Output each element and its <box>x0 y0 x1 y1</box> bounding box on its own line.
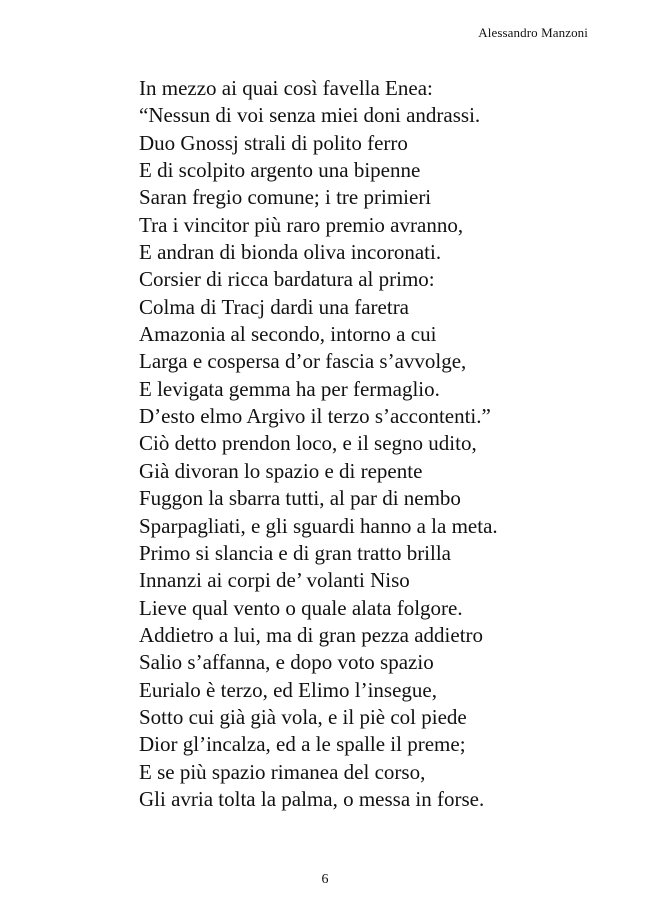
verse-line: E se più spazio rimanea del corso, <box>139 759 426 784</box>
verse-line: Corsier di ricca bardatura al primo: <box>139 267 435 292</box>
verse-line: Larga e cospersa d’or fascia s’avvolge, <box>139 349 467 374</box>
verse-line: Gli avria tolta la palma, o messa in forse. <box>139 786 485 811</box>
verse-line: Sotto cui già già vola, e il piè col piede <box>139 704 467 729</box>
verse-line: Ciò detto prendon loco, e il segno udito, <box>139 431 477 456</box>
verse-line: “Nessun di voi senza miei doni andrassi. <box>139 103 481 128</box>
verse-line: Primo si slancia e di gran tratto brilla <box>139 540 452 565</box>
verse-line: Colma di Tracj dardi una faretra <box>139 294 410 319</box>
verse-line: Salio s’affanna, e dopo voto spazio <box>139 650 434 675</box>
verse-line: E levigata gemma ha per fermaglio. <box>139 376 440 401</box>
verse-line: D’esto elmo Argivo il terzo s’accontenti.” <box>139 404 491 429</box>
verse-line: In mezzo ai quai così favella Enea: <box>139 76 433 100</box>
verse-line: Innanzi ai corpi de’ volanti Niso <box>139 568 410 593</box>
verse-line: E di scolpito argento una bipenne <box>139 158 421 183</box>
page-number: 6 <box>321 872 329 887</box>
running-header-author: Alessandro Manzoni <box>478 25 588 40</box>
verse-line: Addietro a lui, ma di gran pezza addietro <box>139 622 484 647</box>
verse-line: Dior gl’incalza, ed a le spalle il preme; <box>139 732 466 757</box>
poem-text <box>139 75 599 813</box>
verse-line: E andran di bionda oliva incoronati. <box>139 240 442 265</box>
verse-line: Tra i vincitor più raro premio avranno, <box>139 212 464 237</box>
verse-line: Eurialo è terzo, ed Elimo l’insegue, <box>139 677 437 702</box>
verse-line: Amazonia al secondo, intorno a cui <box>139 322 437 347</box>
verse-line: Saran fregio comune; i tre primieri <box>139 185 432 210</box>
verse-line: Fuggon la sbarra tutti, al par di nembo <box>139 486 461 511</box>
verse-line: Già divoran lo spazio e di repente <box>139 458 423 483</box>
verse-line: Lieve qual vento o quale alata folgore. <box>139 595 463 620</box>
verse-line: Duo Gnossj strali di polito ferro <box>139 130 408 155</box>
verse-line: Sparpagliati, e gli sguardi hanno a la meta. <box>139 513 498 538</box>
